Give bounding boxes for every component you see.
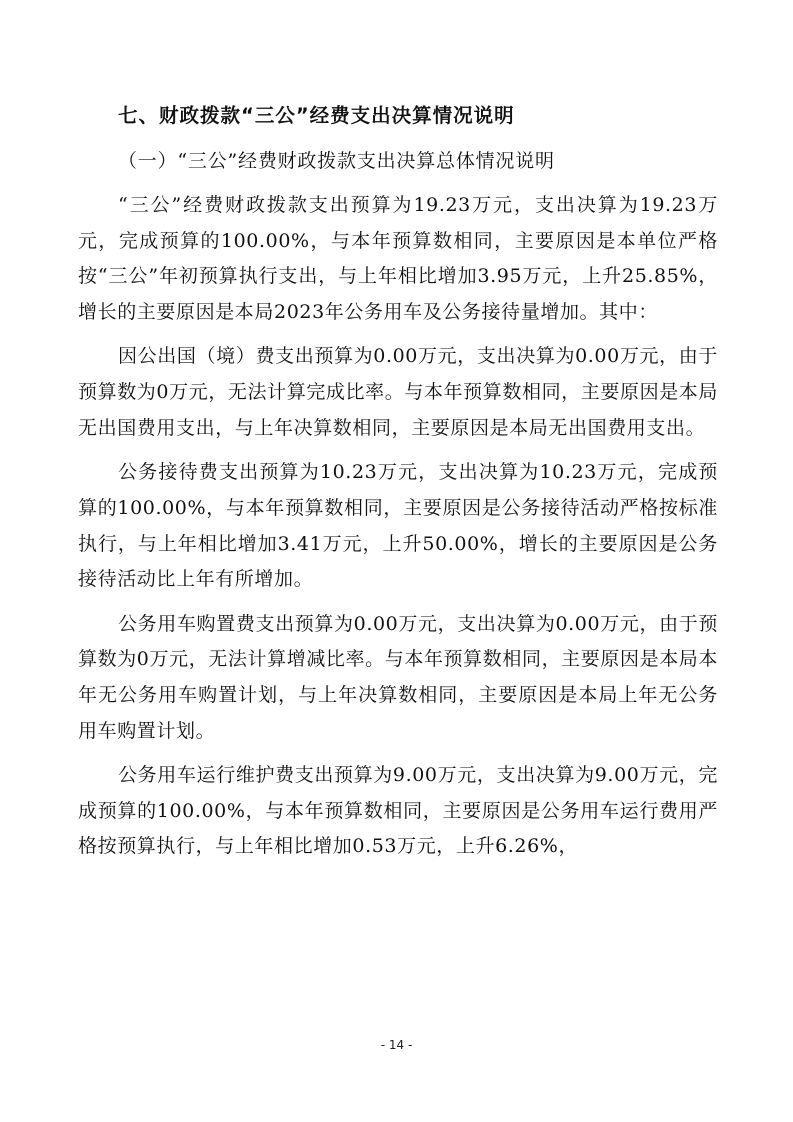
subsection-heading: （一）“三公”经费财政拨款支出决算总体情况说明 xyxy=(118,150,555,172)
paragraph-reception: 公务接待费支出预算为10.23万元，支出决算为10.23万元，完成预算的100.00%，与本年预算数相同，主要原因是公务接待活动严格按标准执行，与上年相比增加3.41万元，上升50.00%，增长的主要原因是公务接待活动比上年有所增加。 xyxy=(78,461,718,591)
section-heading: 七、财政拨款“三公”经费支出决算情况说明 xyxy=(118,104,515,127)
paragraph-overview: “三公”经费财政拨款支出预算为19.23万元，支出决算为19.23万元，完成预算的100.00%，与本年预算数相同，主要原因是本单位严格按“三公”年初预算执行支出，与上年相比增加3.95万元，上升25.85%，增长的主要原因是本局2023年公务用车及公务接待量增加。其中： xyxy=(78,194,718,324)
page-number: - 14 - xyxy=(380,1038,413,1052)
paragraph-vehicle-purchase: 公务用车购置费支出预算为0.00万元，支出决算为0.00万元，由于预算数为0万元，无法计算增减比率。与本年预算数相同，主要原因是本局本年无公务用车购置计划，与上年决算数相同，主要原因是本局上年无公务用车购置计划。 xyxy=(78,612,718,742)
body-text xyxy=(78,188,718,874)
paragraph-overseas-travel: 因公出国（境）费支出预算为0.00万元，支出决算为0.00万元，由于预算数为0万元，无法计算完成比率。与本年预算数相同，主要原因是本局无出国费用支出，与上年决算数相同，主要原因是本局无出国费用支出。 xyxy=(78,345,718,439)
paragraph-vehicle-operation: 公务用车运行维护费支出预算为9.00万元，支出决算为9.00万元，完成预算的100.00%，与本年预算数相同，主要原因是公务用车运行费用严格按预算执行，与上年相比增加0.53万元，上升6.26%， xyxy=(78,763,718,858)
